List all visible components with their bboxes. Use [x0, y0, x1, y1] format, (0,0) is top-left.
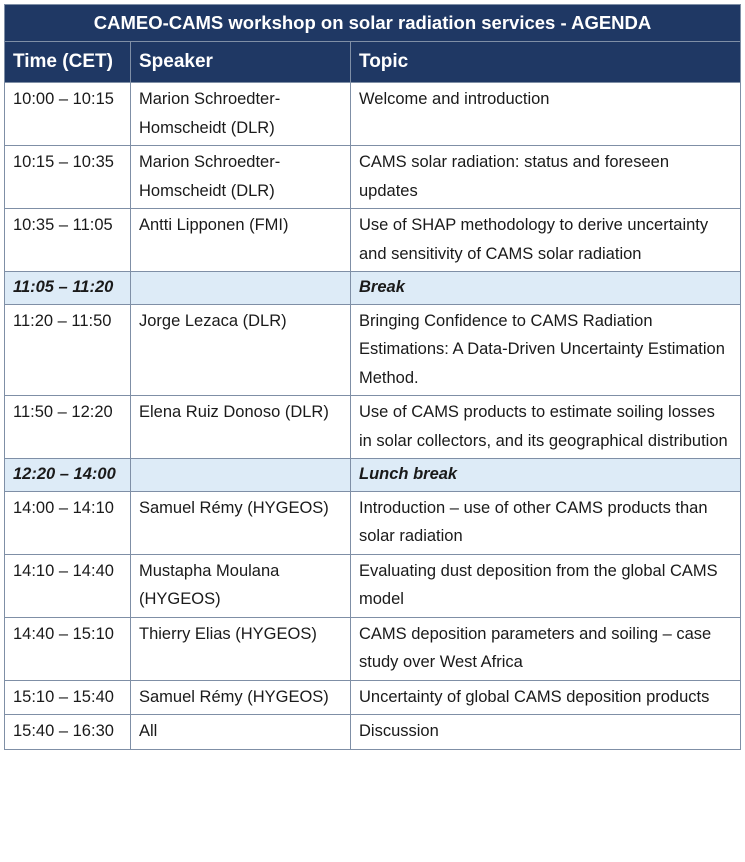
column-header-time: Time (CET) — [5, 42, 131, 83]
time-cell: 10:00 – 10:15 — [5, 83, 131, 146]
table-row — [5, 209, 741, 272]
title-row — [5, 5, 741, 42]
time-cell: 11:05 – 11:20 — [5, 272, 131, 305]
topic-cell: Use of SHAP methodology to derive uncertainty and sensitivity of CAMS solar radiation — [351, 209, 741, 272]
break-row — [5, 459, 741, 492]
table-row — [5, 83, 741, 146]
break-row — [5, 272, 741, 305]
table-row — [5, 617, 741, 680]
topic-cell: Uncertainty of global CAMS deposition products — [351, 680, 741, 715]
time-cell: 14:10 – 14:40 — [5, 554, 131, 617]
speaker-cell: Mustapha Moulana (HYGEOS) — [131, 554, 351, 617]
time-cell: 10:35 – 11:05 — [5, 209, 131, 272]
time-cell: 14:00 – 14:10 — [5, 491, 131, 554]
speaker-cell: Samuel Rémy (HYGEOS) — [131, 680, 351, 715]
topic-cell: Discussion — [351, 715, 741, 750]
speaker-cell: Antti Lipponen (FMI) — [131, 209, 351, 272]
time-cell: 12:20 – 14:00 — [5, 459, 131, 492]
speaker-cell — [131, 459, 351, 492]
time-cell: 10:15 – 10:35 — [5, 146, 131, 209]
agenda-title: CAMEO-CAMS workshop on solar radiation services - AGENDA — [5, 5, 741, 42]
speaker-cell: Marion Schroedter-Homscheidt (DLR) — [131, 83, 351, 146]
table-row — [5, 715, 741, 750]
topic-cell: CAMS solar radiation: status and foreseen updates — [351, 146, 741, 209]
topic-cell: Evaluating dust deposition from the global CAMS model — [351, 554, 741, 617]
speaker-cell: Samuel Rémy (HYGEOS) — [131, 491, 351, 554]
topic-cell: Use of CAMS products to estimate soiling losses in solar collectors, and its geographical distribution — [351, 396, 741, 459]
topic-cell: Introduction – use of other CAMS products than solar radiation — [351, 491, 741, 554]
speaker-cell: Jorge Lezaca (DLR) — [131, 304, 351, 396]
table-row — [5, 304, 741, 396]
time-cell: 11:50 – 12:20 — [5, 396, 131, 459]
table-row — [5, 146, 741, 209]
topic-cell: CAMS deposition parameters and soiling – case study over West Africa — [351, 617, 741, 680]
column-header-topic: Topic — [351, 42, 741, 83]
agenda-table — [4, 4, 741, 750]
topic-cell: Lunch break — [351, 459, 741, 492]
time-cell: 14:40 – 15:10 — [5, 617, 131, 680]
time-cell: 15:40 – 16:30 — [5, 715, 131, 750]
topic-cell: Welcome and introduction — [351, 83, 741, 146]
time-cell: 11:20 – 11:50 — [5, 304, 131, 396]
header-row — [5, 42, 741, 83]
speaker-cell: Thierry Elias (HYGEOS) — [131, 617, 351, 680]
table-row — [5, 554, 741, 617]
table-row — [5, 491, 741, 554]
speaker-cell: All — [131, 715, 351, 750]
column-header-speaker: Speaker — [131, 42, 351, 83]
time-cell: 15:10 – 15:40 — [5, 680, 131, 715]
topic-cell: Bringing Confidence to CAMS Radiation Estimations: A Data-Driven Uncertainty Estimation Method. — [351, 304, 741, 396]
speaker-cell — [131, 272, 351, 305]
table-row — [5, 680, 741, 715]
topic-cell: Break — [351, 272, 741, 305]
table-row — [5, 396, 741, 459]
speaker-cell: Marion Schroedter-Homscheidt (DLR) — [131, 146, 351, 209]
speaker-cell: Elena Ruiz Donoso (DLR) — [131, 396, 351, 459]
